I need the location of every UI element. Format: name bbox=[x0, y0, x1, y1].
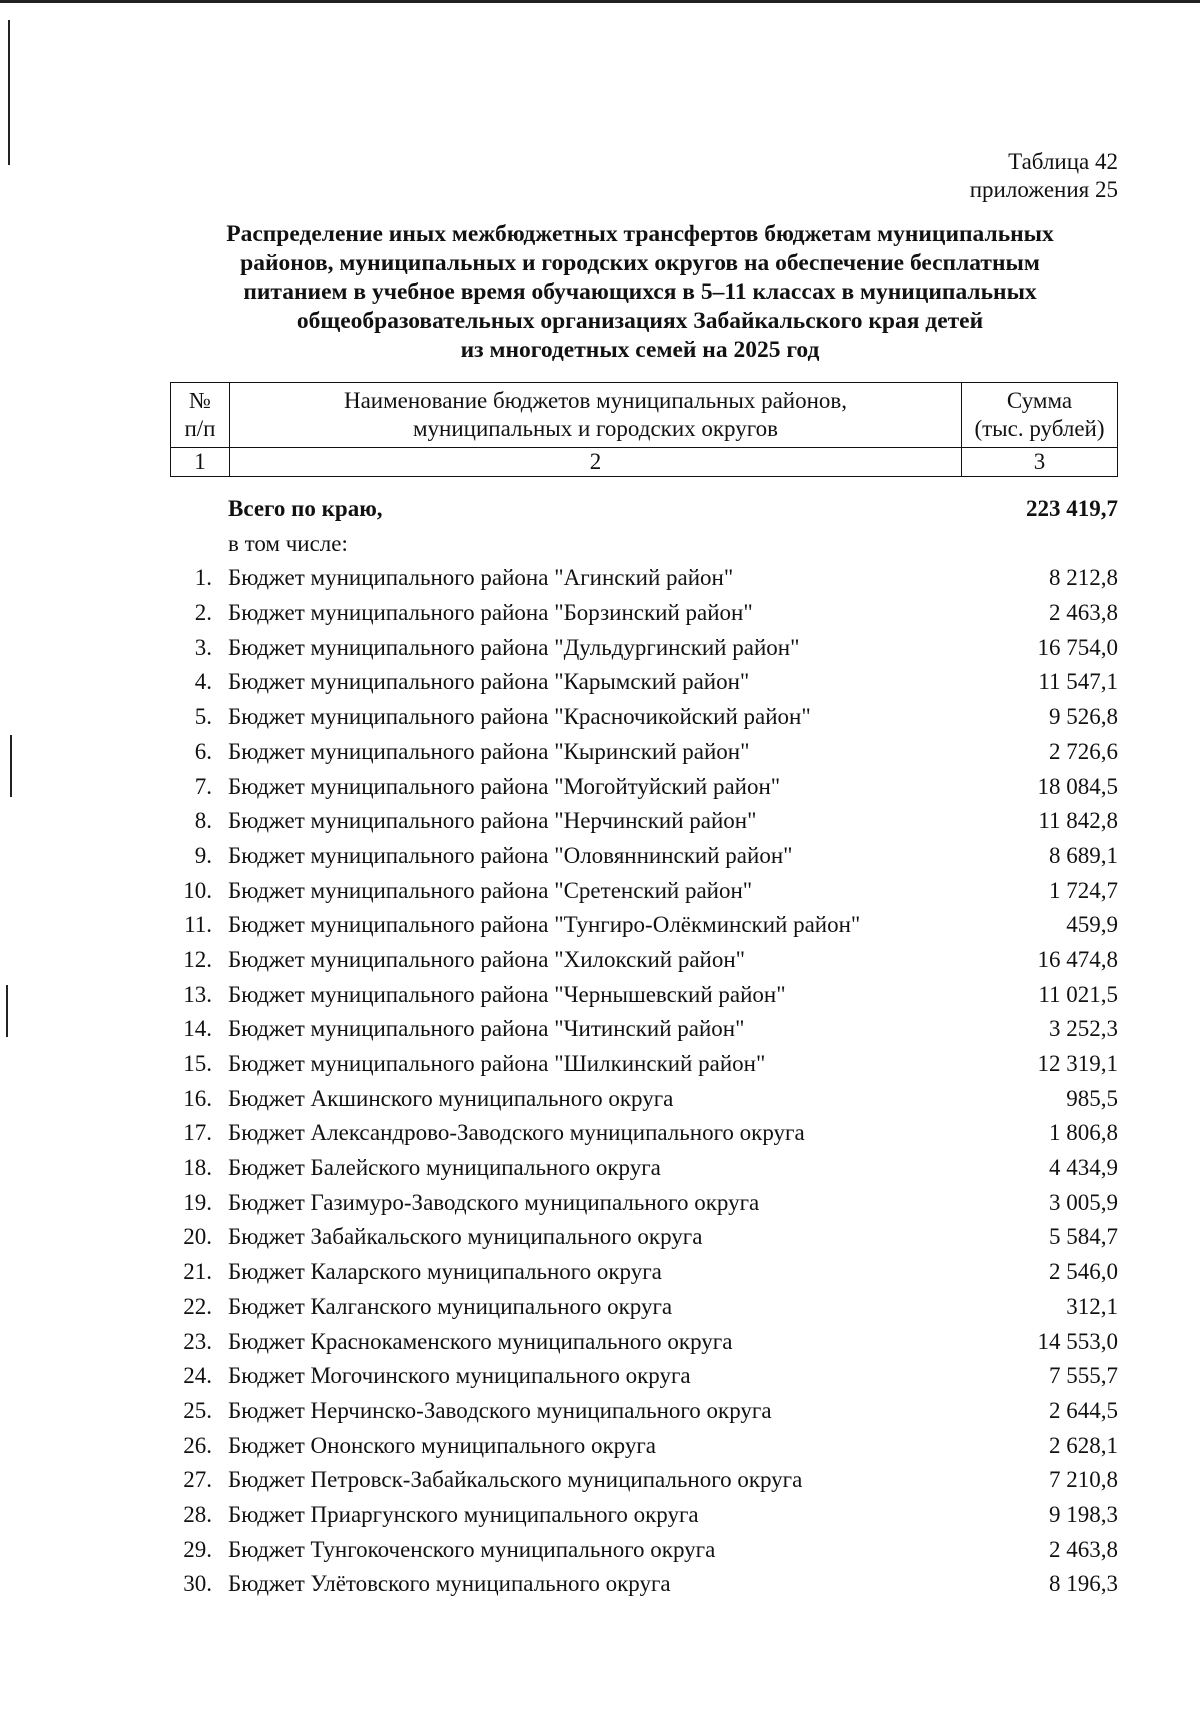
row-amount: 11 021,5 bbox=[1038, 981, 1118, 1007]
table-row bbox=[170, 1116, 1118, 1151]
table-row bbox=[170, 1047, 1118, 1082]
row-amount: 1 806,8 bbox=[1049, 1120, 1118, 1146]
row-budget-name: Бюджет муниципального района "Шилкинский район" bbox=[228, 1051, 766, 1076]
row-budget-name: Бюджет Краснокаменского муниципального округа bbox=[228, 1328, 733, 1354]
row-number: 19. bbox=[183, 1189, 212, 1215]
table-row bbox=[170, 665, 1118, 700]
row-number: 27. bbox=[183, 1467, 212, 1493]
row-amount: 12 319,1 bbox=[1037, 1051, 1118, 1076]
row-amount: 8 196,3 bbox=[1049, 1571, 1118, 1597]
row-amount: 1 724,7 bbox=[1049, 877, 1118, 903]
row-number: 14. bbox=[183, 1016, 212, 1042]
row-number: 6. bbox=[194, 738, 212, 764]
row-amount: 3 005,9 bbox=[1049, 1189, 1118, 1215]
row-amount: 9 526,8 bbox=[1049, 704, 1118, 730]
row-budget-name: Бюджет муниципального района "Агинский район" bbox=[228, 565, 734, 591]
column-number: 3 bbox=[962, 448, 1118, 477]
table-row bbox=[170, 1359, 1118, 1394]
row-number: 28. bbox=[183, 1501, 212, 1527]
table-row bbox=[170, 1567, 1118, 1602]
table-row bbox=[170, 839, 1118, 874]
table-row bbox=[170, 1498, 1118, 1533]
row-amount: 9 198,3 bbox=[1049, 1501, 1118, 1527]
title-line: Распределение иных межбюджетных трансфертов бюджетам муниципальных bbox=[226, 221, 1054, 247]
row-budget-name: Бюджет Каларского муниципального округа bbox=[228, 1259, 662, 1285]
table-row bbox=[170, 1290, 1118, 1325]
row-number: 10. bbox=[183, 877, 212, 903]
row-budget-name: Бюджет Газимуро-Заводского муниципального округа bbox=[228, 1189, 760, 1215]
title-line: районов, муниципальных и городских округов на обеспечение бесплатным bbox=[240, 250, 1040, 276]
row-number: 29. bbox=[183, 1536, 212, 1562]
row-budget-name: Бюджет Ононского муниципального округа bbox=[228, 1432, 656, 1458]
row-number: 11. bbox=[184, 912, 212, 938]
table-row bbox=[170, 1533, 1118, 1568]
table-row bbox=[170, 1429, 1118, 1464]
row-amount: 985,5 bbox=[1066, 1085, 1118, 1111]
title-line: питанием в учебное время обучающихся в 5–11 классах в муниципальных bbox=[243, 279, 1037, 305]
row-amount: 2 726,6 bbox=[1049, 738, 1118, 764]
row-amount: 2 463,8 bbox=[1049, 600, 1118, 626]
table-row bbox=[170, 943, 1118, 978]
row-budget-name: Бюджет муниципального района "Чернышевский район" bbox=[228, 981, 786, 1007]
table-row bbox=[170, 1186, 1118, 1221]
document-title bbox=[150, 220, 1130, 365]
row-number: 30. bbox=[183, 1571, 212, 1597]
table-row bbox=[170, 1151, 1118, 1186]
scan-left-edge-mark bbox=[10, 735, 12, 797]
row-number: 20. bbox=[183, 1224, 212, 1250]
row-budget-name: Бюджет муниципального района "Кыринский район" bbox=[228, 738, 750, 764]
row-number: 26. bbox=[183, 1432, 212, 1458]
row-budget-name: Бюджет Тунгокоченского муниципального округа bbox=[228, 1536, 716, 1562]
table-row bbox=[170, 874, 1118, 909]
row-number: 22. bbox=[183, 1293, 212, 1319]
row-budget-name: Бюджет муниципального района "Борзинский район" bbox=[228, 600, 753, 626]
row-number: 4. bbox=[194, 669, 212, 695]
table-row bbox=[170, 1220, 1118, 1255]
table-row bbox=[170, 1082, 1118, 1117]
including-label: в том числе: bbox=[228, 530, 348, 556]
row-number: 23. bbox=[183, 1328, 212, 1354]
scan-top-border bbox=[0, 0, 1200, 3]
data-rows bbox=[170, 561, 1118, 1602]
row-number: 12. bbox=[183, 946, 212, 972]
row-number: 25. bbox=[183, 1397, 212, 1423]
row-budget-name: Бюджет Акшинского муниципального округа bbox=[228, 1085, 674, 1111]
table-row bbox=[170, 804, 1118, 839]
table-row bbox=[170, 1012, 1118, 1047]
table-row bbox=[170, 700, 1118, 735]
table-row bbox=[170, 908, 1118, 943]
row-amount: 459,9 bbox=[1066, 912, 1118, 938]
table-header bbox=[170, 382, 1118, 477]
row-budget-name: Бюджет муниципального района "Дульдургинский район" bbox=[228, 634, 800, 660]
row-number: 1. bbox=[194, 565, 212, 591]
caption-appendix: приложения 25 bbox=[969, 177, 1118, 202]
row-budget-name: Бюджет Петровск-Забайкальского муниципального округа bbox=[228, 1467, 803, 1493]
row-amount: 11 547,1 bbox=[1038, 669, 1118, 695]
header-sum: Сумма (тыс. рублей) bbox=[962, 383, 1118, 448]
row-amount: 3 252,3 bbox=[1049, 1016, 1118, 1042]
row-amount: 8 212,8 bbox=[1049, 565, 1118, 591]
row-amount: 312,1 bbox=[1066, 1293, 1118, 1319]
table-row bbox=[170, 596, 1118, 631]
row-number: 17. bbox=[183, 1120, 212, 1146]
row-budget-name: Бюджет муниципального района "Нерчинский район" bbox=[228, 808, 757, 834]
row-budget-name: Бюджет Могочинского муниципального округа bbox=[228, 1363, 691, 1389]
table-row bbox=[170, 770, 1118, 805]
row-amount: 2 463,8 bbox=[1049, 1536, 1118, 1562]
row-number: 2. bbox=[194, 600, 212, 626]
table-row bbox=[170, 561, 1118, 596]
row-budget-name: Бюджет Калганского муниципального округа bbox=[228, 1293, 673, 1319]
row-budget-name: Бюджет Улётовского муниципального округа bbox=[228, 1571, 671, 1597]
scan-left-edge-mark bbox=[6, 985, 8, 1037]
row-amount: 8 689,1 bbox=[1049, 842, 1118, 868]
row-budget-name: Бюджет муниципального района "Могойтуйский район" bbox=[228, 773, 781, 799]
header-name: Наименование бюджетов муниципальных районов, муниципальных и городских округов bbox=[230, 383, 962, 448]
row-number: 7. bbox=[194, 773, 212, 799]
row-amount: 7 555,7 bbox=[1049, 1363, 1118, 1389]
header-num: № п/п bbox=[171, 383, 230, 448]
row-amount: 5 584,7 bbox=[1049, 1224, 1118, 1250]
row-number: 21. bbox=[183, 1259, 212, 1285]
table-row bbox=[170, 1394, 1118, 1429]
table-body bbox=[170, 492, 1118, 1602]
caption-table-number: Таблица 42 bbox=[1008, 149, 1118, 174]
row-number: 8. bbox=[194, 808, 212, 834]
row-amount: 2 546,0 bbox=[1049, 1259, 1118, 1285]
row-budget-name: Бюджет Приаргунского муниципального округа bbox=[228, 1501, 699, 1527]
row-amount: 4 434,9 bbox=[1049, 1155, 1118, 1181]
row-number: 3. bbox=[194, 634, 212, 660]
row-amount: 16 754,0 bbox=[1037, 634, 1118, 660]
row-number: 9. bbox=[194, 842, 212, 868]
table-row bbox=[170, 978, 1118, 1013]
total-label: Всего по краю, bbox=[228, 496, 383, 521]
table-row bbox=[170, 1463, 1118, 1498]
row-number: 24. bbox=[183, 1363, 212, 1389]
row-number: 16. bbox=[183, 1085, 212, 1111]
row-amount: 2 628,1 bbox=[1049, 1432, 1118, 1458]
table-row bbox=[170, 631, 1118, 666]
row-amount: 16 474,8 bbox=[1037, 946, 1118, 972]
row-number: 15. bbox=[183, 1051, 212, 1076]
row-amount: 14 553,0 bbox=[1037, 1328, 1118, 1354]
table-caption bbox=[970, 148, 1118, 204]
row-amount: 11 842,8 bbox=[1038, 808, 1118, 834]
scan-left-edge-mark bbox=[8, 20, 10, 165]
row-number: 18. bbox=[183, 1155, 212, 1181]
row-budget-name: Бюджет Нерчинско-Заводского муниципального округа bbox=[228, 1397, 772, 1423]
row-budget-name: Бюджет муниципального района "Оловяннинский район" bbox=[228, 842, 793, 868]
row-budget-name: Бюджет Александрово-Заводского муниципального округа bbox=[228, 1120, 805, 1146]
subtotal-label-row bbox=[170, 527, 1118, 562]
row-budget-name: Бюджет муниципального района "Сретенский район" bbox=[228, 877, 753, 903]
row-budget-name: Бюджет муниципального района "Тунгиро-Олёкминский район" bbox=[228, 912, 861, 938]
table-row bbox=[170, 1255, 1118, 1290]
row-budget-name: Бюджет муниципального района "Хилокский район" bbox=[228, 946, 746, 972]
row-budget-name: Бюджет Балейского муниципального округа bbox=[228, 1155, 661, 1181]
table-row bbox=[170, 735, 1118, 770]
title-line: общеобразовательных организациях Забайкальского края детей bbox=[296, 308, 984, 334]
total-value: 223 419,7 bbox=[1026, 496, 1118, 521]
column-number: 1 bbox=[171, 448, 230, 477]
row-budget-name: Бюджет муниципального района "Читинский район" bbox=[228, 1016, 745, 1042]
row-amount: 2 644,5 bbox=[1049, 1397, 1118, 1423]
row-amount: 7 210,8 bbox=[1049, 1467, 1118, 1493]
row-number: 5. bbox=[194, 704, 212, 730]
row-amount: 18 084,5 bbox=[1037, 773, 1118, 799]
column-number: 2 bbox=[230, 448, 962, 477]
title-line: из многодетных семей на 2025 год bbox=[460, 337, 820, 363]
row-number: 13. bbox=[183, 981, 212, 1007]
row-budget-name: Бюджет муниципального района "Карымский район" bbox=[228, 669, 750, 695]
row-budget-name: Бюджет Забайкальского муниципального округа bbox=[228, 1224, 703, 1250]
table-row bbox=[170, 1325, 1118, 1360]
total-row bbox=[170, 492, 1118, 527]
row-budget-name: Бюджет муниципального района "Красночикойский район" bbox=[228, 704, 811, 730]
